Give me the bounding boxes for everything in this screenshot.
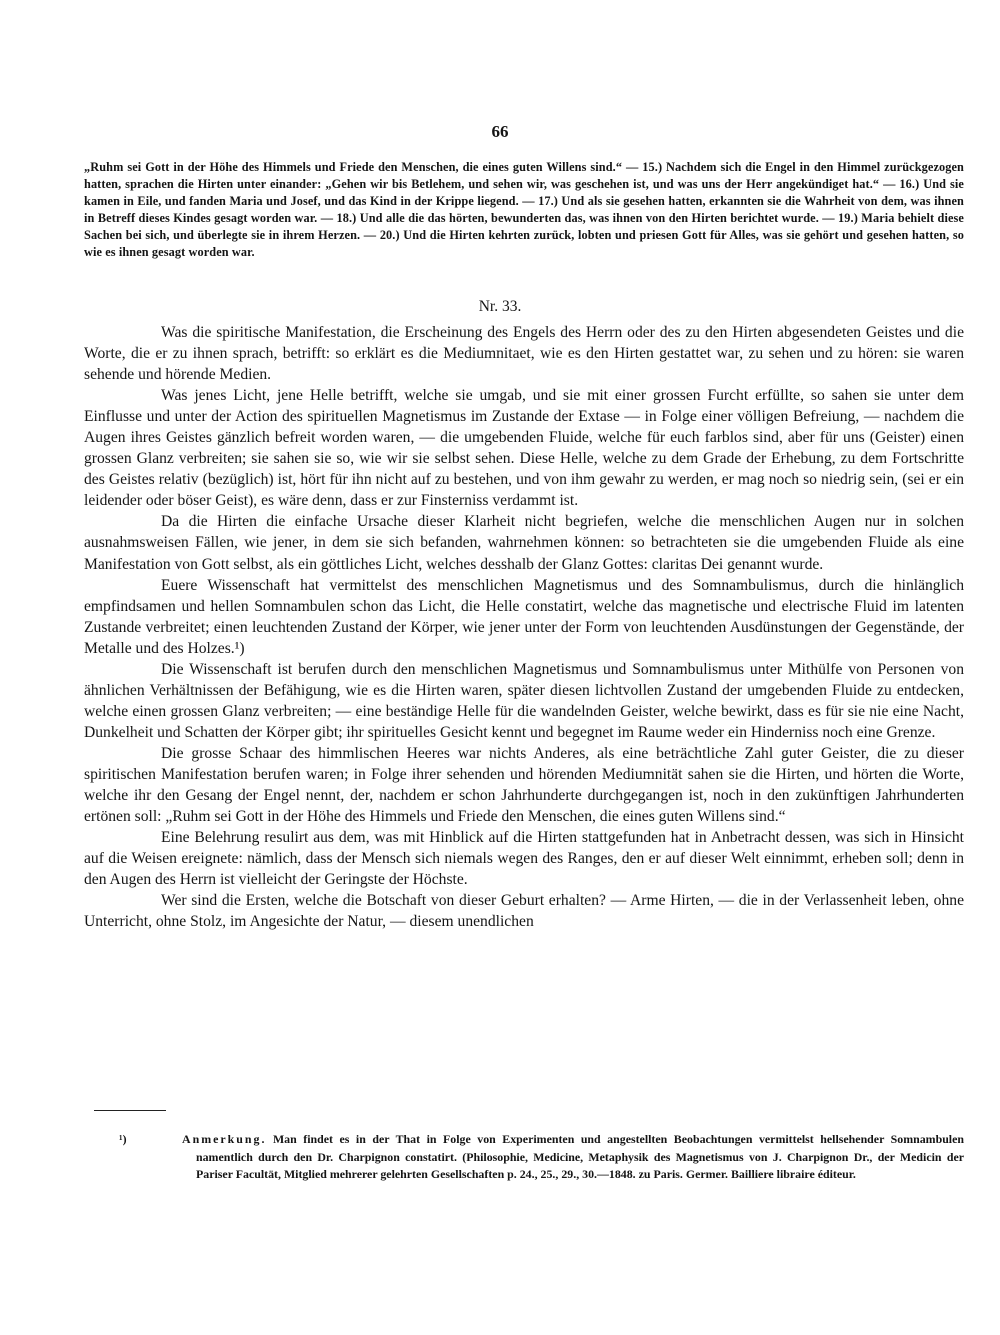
footnote-paragraph: [119, 1131, 964, 1184]
page-number: 66: [491, 122, 509, 141]
paragraph-3: Da die Hirten die einfache Ursache dieser Klarheit nicht begriefen, welche die menschlichen Augen nur in solchen ausnahmsweisen Fällen, wie jener, in dem sie sich befanden, wahrnehmen können: so betrachteten sie die umgebenden Fluide als eine Manifestation von Gott selbst, als ein göttliches Licht, welches desshalb der Glanz Gottes: claritas Dei genannt wurde.: [84, 513, 964, 573]
paragraph-7: Eine Belehrung resulirt aus dem, was mit Hinblick auf die Hirten stattgefunden hat in Anbetracht dessen, was sich in Hinsicht auf die Weisen ereignete: nämlich, dass der Mensch sich niemals wegen des Ranges, den er auf dieser Welt einnimmt, erheben soll; denn in den Augen des Herrn ist vielleicht der Geringste der Höchste.: [84, 829, 964, 889]
main-text: [84, 322, 964, 932]
footnote-divider: [94, 1110, 166, 1111]
footnote: [119, 1131, 964, 1184]
intro-passage: [84, 159, 964, 262]
section-title: Nr. 33.: [478, 298, 522, 315]
footnote-text: Man findet es in der That in Folge von Experimenten und angestellten Beobachtungen vermittelst hellsehender Somnambulen namentlich durch den Dr. Charpignon constatirt. (Philosophie, Medicine, Metaphysik des Magnetismus von J. Charpignon Dr., der Medicin der Pariser Facultät, Mitglied mehrerer gelehrten Gesellschaften p. 24., 25., 29., 30.—1848. zu Paris. Germer. Bailliere libraire éditeur.: [196, 1132, 964, 1181]
paragraph-8: Wer sind die Ersten, welche die Botschaft von dieser Geburt erhalten? — Arme Hirten, — die in der Verlassenheit leben, ohne Unterricht, ohne Stolz, im Angesichte der Natur, — diesem unendlichen: [84, 892, 964, 931]
footnote-marker: ¹): [119, 1132, 127, 1146]
paragraph-6: Die grosse Schaar des himmlischen Heeres war nichts Anderes, als eine beträchtliche Zahl guter Geister, die zu dieser spiritischen Manifestation berufen waren; in Folge ihrer sehenden und hörenden Mediumnität sahen sie die Hirten, und hörten die Worte, welche ihr den Gesang der Engel nennt, der, nachdem er schon Jahrhunderte durchgegangen ist, noch in den zukünftigen Jahrhunderten ertönen soll: „Ruhm sei Gott in der Höhe des Himmels und Friede den Menschen, die eines guten Willens sind.“: [84, 744, 964, 826]
intro-text: „Ruhm sei Gott in der Höhe des Himmels und Friede den Menschen, die eines guten Willens sind.“ — 15.) Nachdem sich die Engel in den Himmel zurückgezogen hatten, sprachen die Hirten unter einander: „Gehen wir bis Betlehem, und sehen wir, was geschehen ist, und was uns der Herr angekündiget hat.“ — 16.) Und sie kamen in Eile, und fanden Maria und Josef, und das Kind in der Krippe liegend. — 17.) Und als sie gesehen hatten, erkannten sie die Wahrheit von dem, was ihnen in Betreff dieses Kindes gesagt worden war. — 18.) Und alle die das hörten, bewunderten das, was ihnen von den Hirten berichtet wurde. — 19.) Maria behielt diese Sachen bei sich, und überlegte sie in ihrem Herzen. — 20.) Und die Hirten kehrten zurück, lobten und priesen Gott für Alles, was sie gehört und gesehen hatten, so wie es ihnen gesagt worden war.: [84, 160, 964, 260]
paragraph-5: Die Wissenschaft ist berufen durch den menschlichen Magnetismus und Somnambulismus unter Mithülfe von Personen von ähnlichen Verhältnissen der Befähigung, wie es die Hirten waren, später diesen lichtvollen Zustand der umgebenden Fluide zu entdecken, welche einen grossen Glanz verbreiten; — eine beständige Helle für die wandelnden Geister, welche bewirkt, dass es für sie nie eine Nacht, Dunkelheit und Schatten der Körper gibt; ihr spirituelles Gesicht kennt und begegnet im Raume weder ein Hinderniss noch eine Grenze.: [84, 660, 964, 741]
footnote-label: Anmerkung.: [182, 1132, 267, 1146]
paragraph-4: Euere Wissenschaft hat vermittelst des menschlichen Magnetismus und des Somnambulismus, durch die hinlänglich empfindsamen und hellen Somnambulen schon das Licht, die Helle constatirt, welche das magnetische und electrische Fluid im latenten Zustande verbreitet; einen leuchtenden Zustand der Körper, wie jener unter der Form von leuchtenden Ausdünstungen der Gegenstände, der Metalle und des Holzes.¹): [84, 576, 964, 657]
paragraph-2: Was jenes Licht, jene Helle betrifft, welche sie umgab, und sie mit einer grossen Furcht erfüllte, so sahen sie unter dem Einflusse und unter der Action des spirituellen Magnetismus im Zustande der Extase — in Folge einer völligen Befreiung, — nachdem die Augen ihres Geistes gänzlich befreit worden waren, — die umgebenden Fluide, welche für euch farblos sind, aber für uns (Geister) einen grossen Glanz verbreiten; sie sahen sie so, wie wir sie selbst sehen. Diese Helle, welche zu dem Grade der Erhebung, zu dem Fortschritte des Geistes relativ (bezüglich) ist, hört für ihn nicht auf zu bestehen, und von ihm gewahr zu werden, er mag noch so niedrig sein, (sei er ein leidender oder böser Geist), es wäre denn, dass er zur Finsterniss verdammt ist.: [84, 387, 964, 510]
paragraph-1: Was die spiritische Manifestation, die Erscheinung des Engels des Herrn oder des zu den Hirten abgesendeten Geistes und die Worte, die er zu ihnen sprach, betrifft: so erklärt es die Mediumnitaet, wie es den Hirten gestattet war, zu sehen und zu hören: sie waren sehende und hörende Medien.: [84, 324, 964, 384]
